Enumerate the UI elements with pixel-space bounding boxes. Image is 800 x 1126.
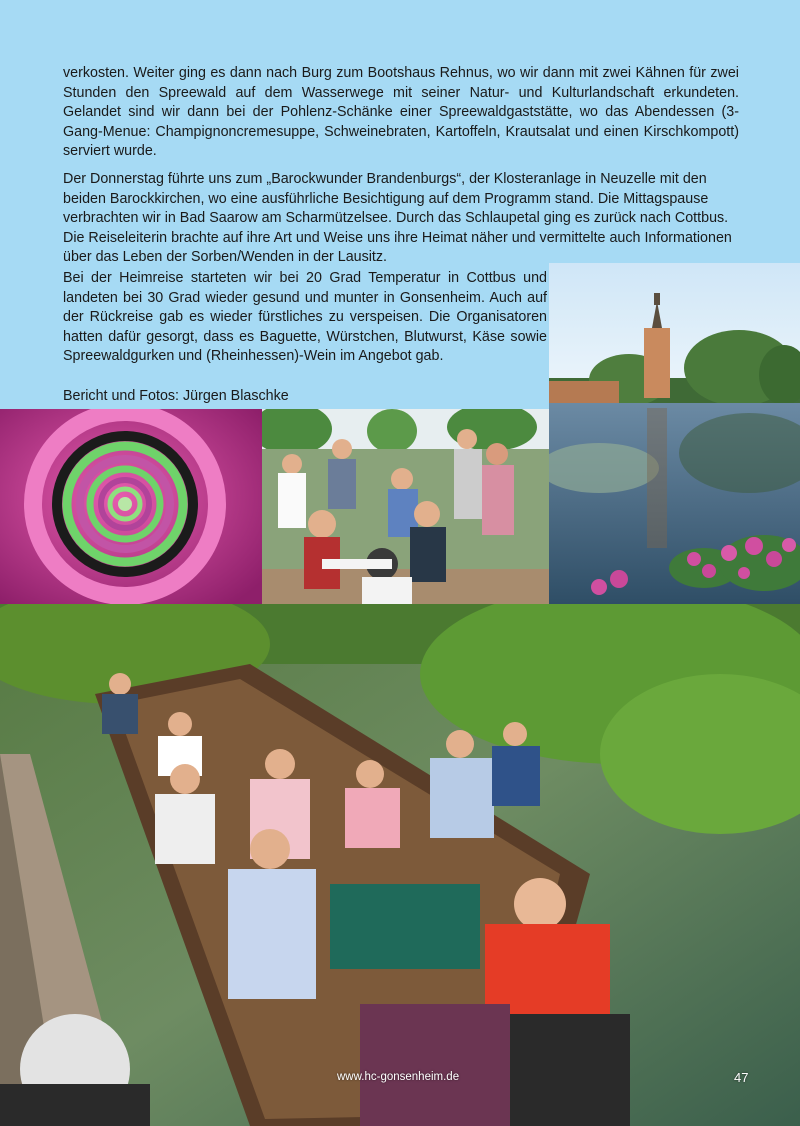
spiral-staircase-photo (0, 409, 262, 604)
group-picnic-photo (262, 409, 549, 604)
article-paragraph-2: Der Donnerstag führte uns zum „Barockwunder Brandenburgs“, der Klosteranlage in Neuzelle mit den beiden Barockkirchen, wo eine ausführliche Besichtigung auf dem Programm stand. Die Mittagspause verbrachten wir in Bad Saarow am Scharmützelsee. Durch das Schlaupetal ging es zurück nach Cottbus. Die Reiseleiterin brachte auf ihre Art und Weise uns ihre Heimat näher und vermittelte auch Informationen über das Leben der Sorben/Wenden in der Lausitz. (63, 170, 732, 266)
article-body (63, 64, 739, 276)
spreewald-boat-photo (0, 604, 800, 1126)
page-number: 47 (734, 1070, 749, 1085)
article-paragraph-3: Bei der Heimreise starteten wir bei 20 Grad Temperatur in Cottbus und landeten bei 30 Grad wieder gesund und munter in Gonsenheim. Auch auf der Rückreise gab es wieder fürstliches zu verspeisen. Die Organisatoren hatten dafür gesorgt, dass es Baguette, Würstchen, Blutwurst, Käse sowie Spreewaldgurken und (Rheinhessen)-Wein im Angebot gab. (63, 270, 547, 365)
monastery-pond-photo (549, 263, 800, 604)
author-credit: Bericht und Fotos: Jürgen Blaschke (63, 388, 289, 404)
article-paragraph-1: verkosten. Weiter ging es dann nach Burg zum Bootshaus Rehnus, wo wir dann mit zwei Kähnen für zwei Stunden den Spreewald auf dem Wasserwege mit seiner Natur- und Kulturlandschaft erkundeten. Gelandet sind wir dann bei der Pohlenz-Schänke einer Spreewaldgaststätte, wo das Abendessen (3-Gang-Menue: Champignoncremesuppe, Schweinebraten, Kartoffeln, Krautsalat und einen Kirschkompott) serviert wurde. (63, 65, 739, 160)
footer-url[interactable]: www.hc-gonsenheim.de (337, 1071, 460, 1083)
